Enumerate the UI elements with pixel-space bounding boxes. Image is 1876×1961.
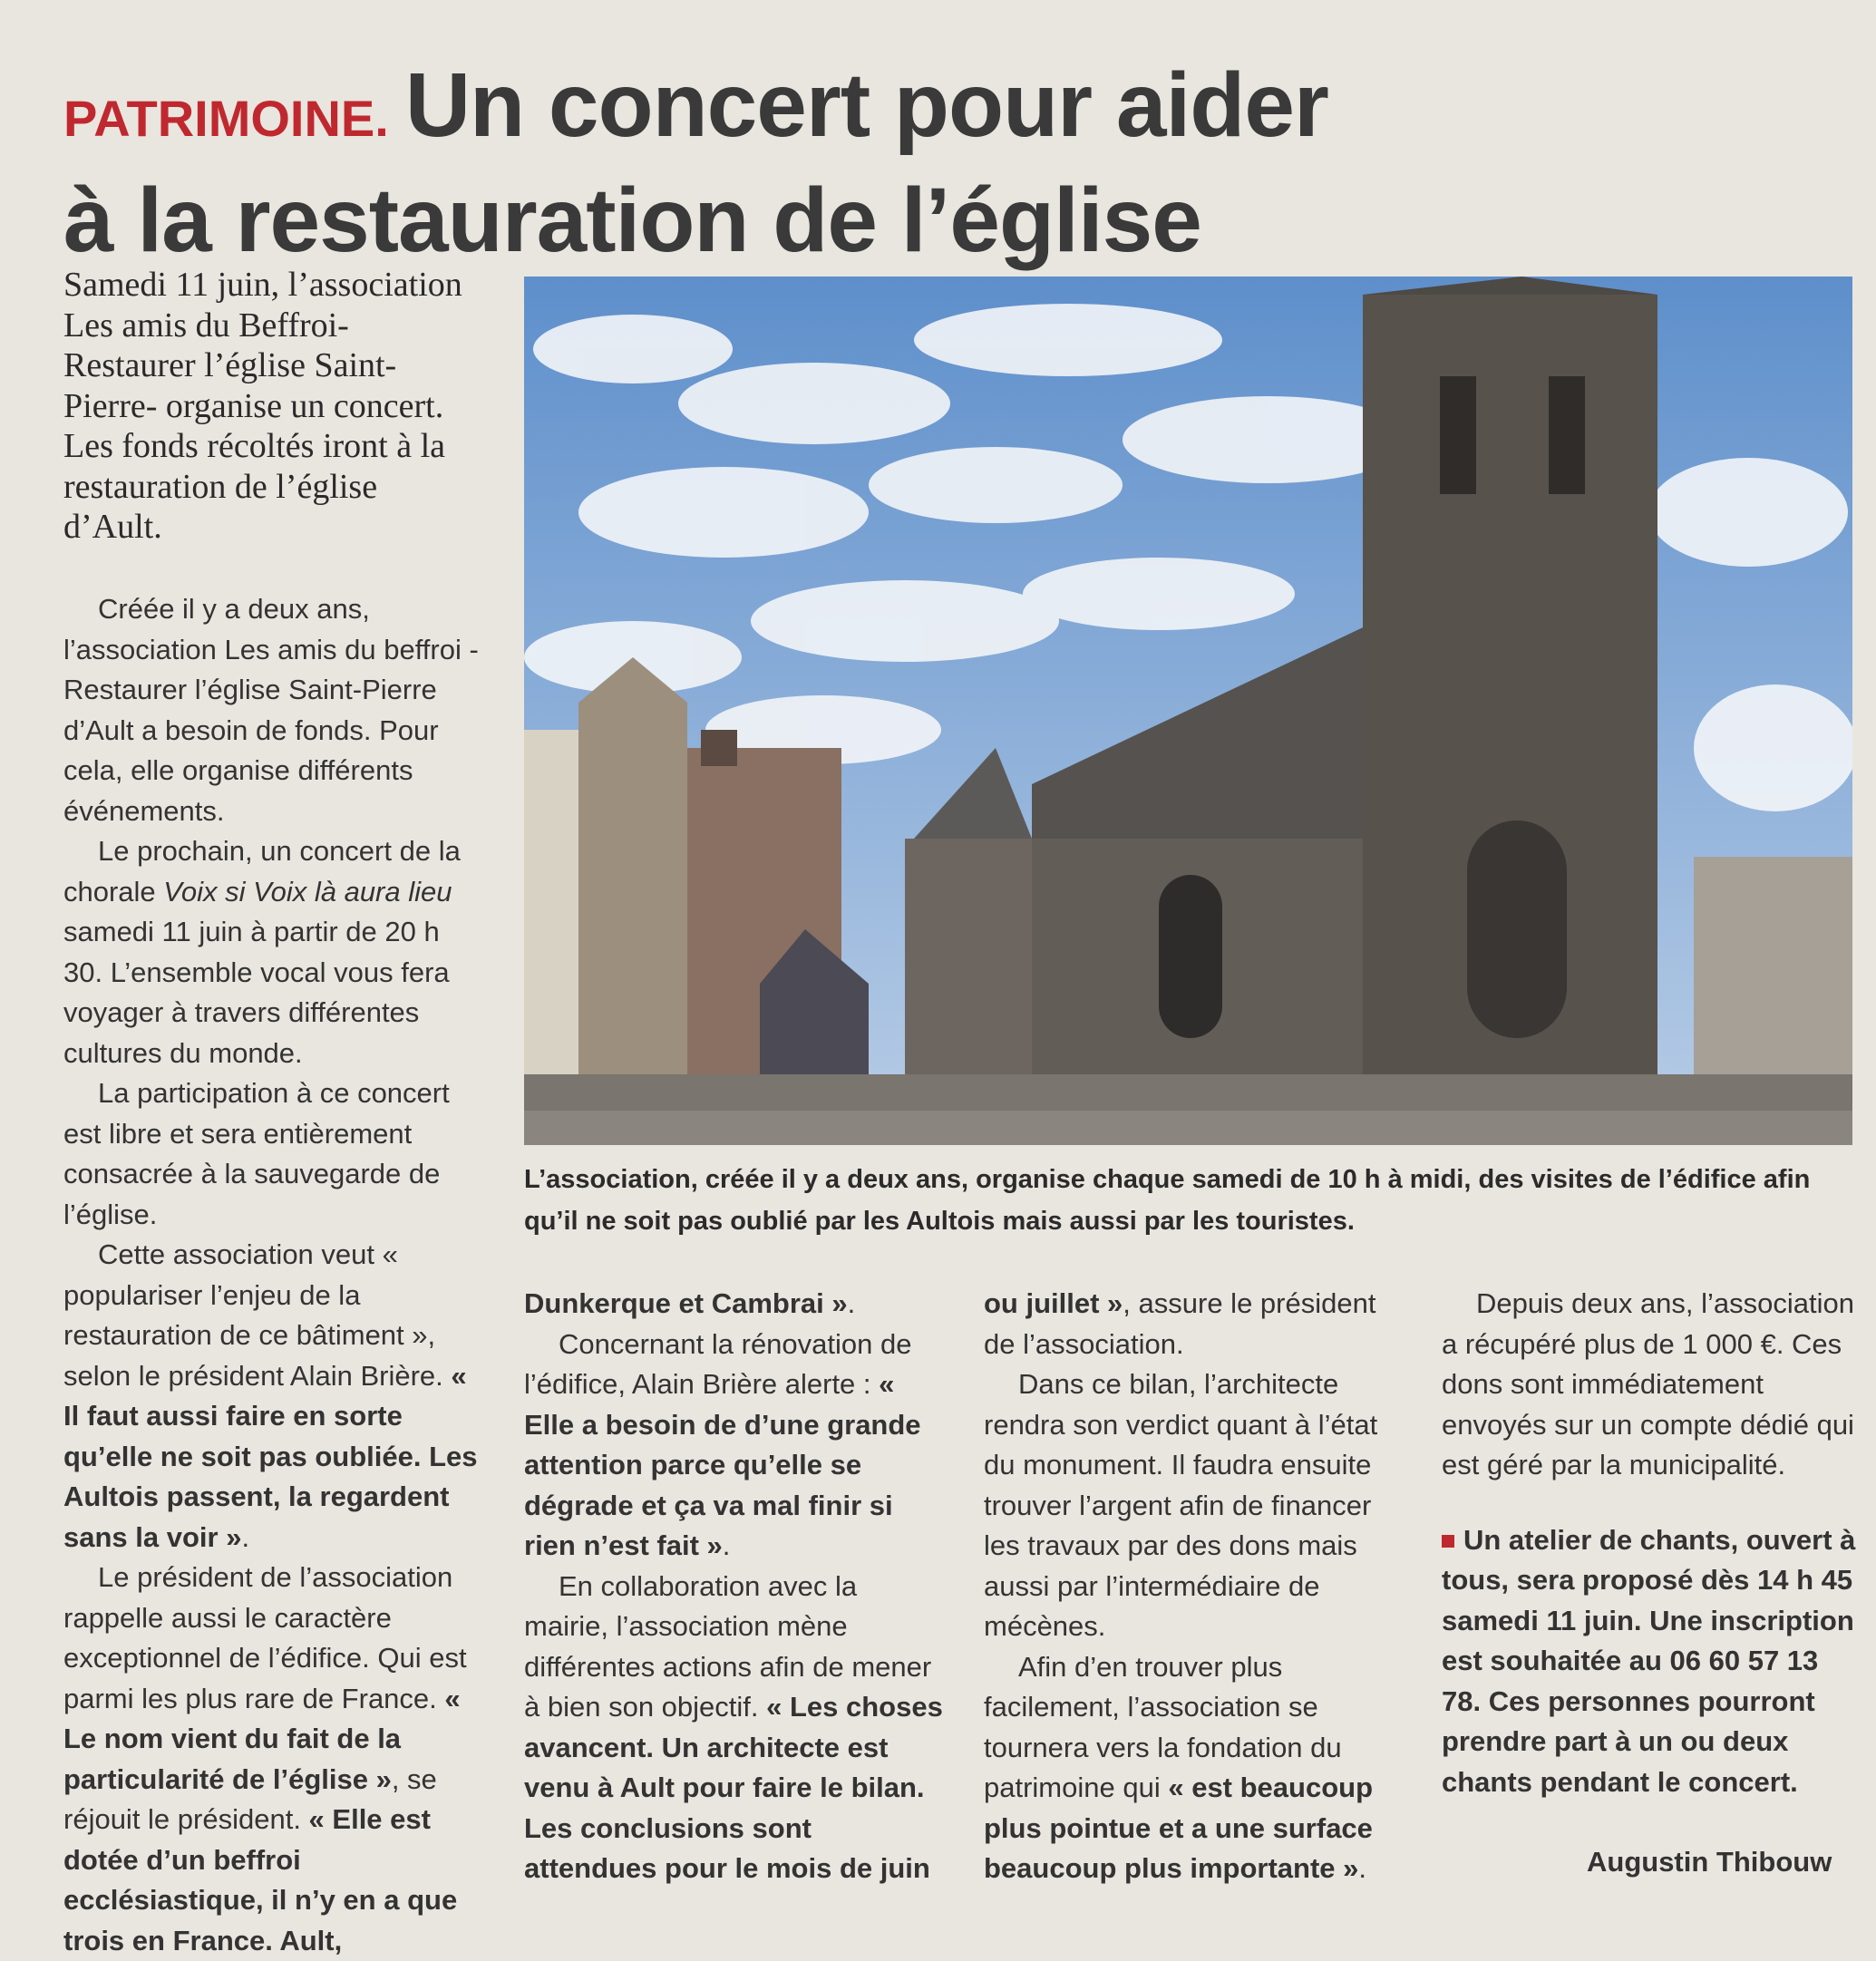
quote: « Elle est dotée d’un beffroi ecclésiastique, il n’y en a que trois en France. Ault, bbox=[63, 1803, 458, 1956]
text: , se réjouit le président. bbox=[63, 1762, 437, 1835]
quote: « est beaucoup plus pointue et a une surface beaucoup plus importante » bbox=[984, 1772, 1374, 1884]
text: Concernant la rénovation de l’édifice, Alain Brière alerte : bbox=[524, 1327, 912, 1400]
paragraph bbox=[984, 1284, 1403, 1364]
choir-name: Voix si Voix là aura lieu bbox=[163, 875, 452, 908]
text: . bbox=[1358, 1852, 1367, 1884]
paragraph bbox=[524, 1325, 943, 1567]
article-column-1 bbox=[63, 589, 482, 1961]
text: En collaboration avec la mairie, l’association mène différentes actions afin de mener à bien son objectif. bbox=[524, 1569, 932, 1723]
paragraph: Dans ce bilan, l’architecte rendra son verdict quant à l’état du monument. Il faudra ensuite trouver l’argent afin de financer les travaux par des dons mais aussi par l’intermédiaire de mécènes. bbox=[984, 1368, 1378, 1642]
paragraph bbox=[63, 1558, 482, 1961]
article-column-2 bbox=[524, 1284, 943, 1889]
workshop-notice bbox=[1442, 1520, 1859, 1803]
paragraph bbox=[984, 1647, 1403, 1889]
article-column-3 bbox=[984, 1284, 1403, 1889]
text: Afin d’en trouver plus facilement, l’association se tournera vers la fondation du patrimoine qui bbox=[984, 1650, 1342, 1803]
text: Le prochain, un concert de la chorale bbox=[63, 835, 461, 908]
text: Cette association veut « populariser l’enjeu de la restauration de ce bâtiment », selon le président Alain Brière. bbox=[63, 1238, 452, 1392]
text: Le président de l’association rappelle aussi le caractère exceptionnel de l’édifice. Qui est parmi les plus rare de France. bbox=[63, 1561, 467, 1714]
title-line-2: à la restauration de l’église bbox=[63, 170, 1201, 271]
paragraph bbox=[524, 1567, 943, 1889]
byline: Augustin Thibouw bbox=[1587, 1846, 1832, 1878]
text: . bbox=[241, 1520, 250, 1553]
text: , assure le président de l’association. bbox=[984, 1287, 1376, 1360]
paragraph bbox=[524, 1284, 943, 1325]
paragraph bbox=[63, 831, 482, 1073]
text: . bbox=[847, 1287, 856, 1319]
quote: « Les choses avancent. Un architecte est venu à Ault pour faire le bilan. Les conclusions sont attendues pour le mois de juin bbox=[524, 1691, 943, 1884]
lead-paragraph: Samedi 11 juin, l’association Les amis du Beffroi- Restaurer l’église Saint-Pierre- organise un concert. Les fonds récoltés iront à la restauration de l’église d’Ault. bbox=[63, 266, 462, 546]
quote: « Il faut aussi faire en sorte qu’elle ne soit pas oubliée. Les Aultois passent, la regardent sans la voir » bbox=[63, 1359, 478, 1553]
square-bullet-icon bbox=[1442, 1535, 1454, 1548]
title-line-1: Un concert pour aider bbox=[404, 54, 1328, 156]
workshop-text: Un atelier de chants, ouvert à tous, sera proposé dès 14 h 45 samedi 11 juin. Une inscription est souhaitée au 06 60 57 13 78. Ces personnes pourront prendre part à un ou deux chants pendant le concert. bbox=[1442, 1523, 1856, 1798]
paragraph: Créée il y a deux ans, l’association Les amis du beffroi - Restaurer l’église Saint-Pierre d’Ault a besoin de fonds. Pour cela, elle organise différents événements. bbox=[63, 593, 479, 827]
church-photo bbox=[524, 277, 1852, 1145]
paragraph bbox=[63, 1235, 482, 1558]
kicker: PATRIMOINE. bbox=[63, 90, 389, 147]
paragraph: La participation à ce concert est libre et sera entièrement consacrée à la sauvegarde de l’église. bbox=[63, 1077, 450, 1230]
quote: Dunkerque et Cambrai » bbox=[524, 1287, 848, 1319]
quote: « Le nom vient du fait de la particularité de l’église » bbox=[63, 1682, 461, 1795]
church-photo-illustration bbox=[524, 277, 1852, 1145]
article-column-4 bbox=[1442, 1284, 1859, 1802]
headline bbox=[63, 54, 1424, 271]
paragraph: Depuis deux ans, l’association a récupéré plus de 1 000 €. Ces dons sont immédiatement envoyés sur un compte dédié qui est géré par la municipalité. bbox=[1442, 1287, 1855, 1480]
text: samedi 11 juin à partir de 20 h 30. L’ensemble vocal vous fera voyager à travers différentes cultures du monde. bbox=[63, 916, 450, 1069]
quote: ou juillet » bbox=[984, 1287, 1123, 1319]
photo-caption: L’association, créée il y a deux ans, organise chaque samedi de 10 h à midi, des visites de l’édifice afin qu’il ne soit pas oublié par les Aultois mais aussi par les touristes. bbox=[524, 1165, 1811, 1236]
quote: « Elle a besoin de d’une grande attention parce qu’elle se dégrade et ça va mal finir si rien n’est fait » bbox=[524, 1368, 921, 1561]
text: . bbox=[722, 1529, 731, 1561]
